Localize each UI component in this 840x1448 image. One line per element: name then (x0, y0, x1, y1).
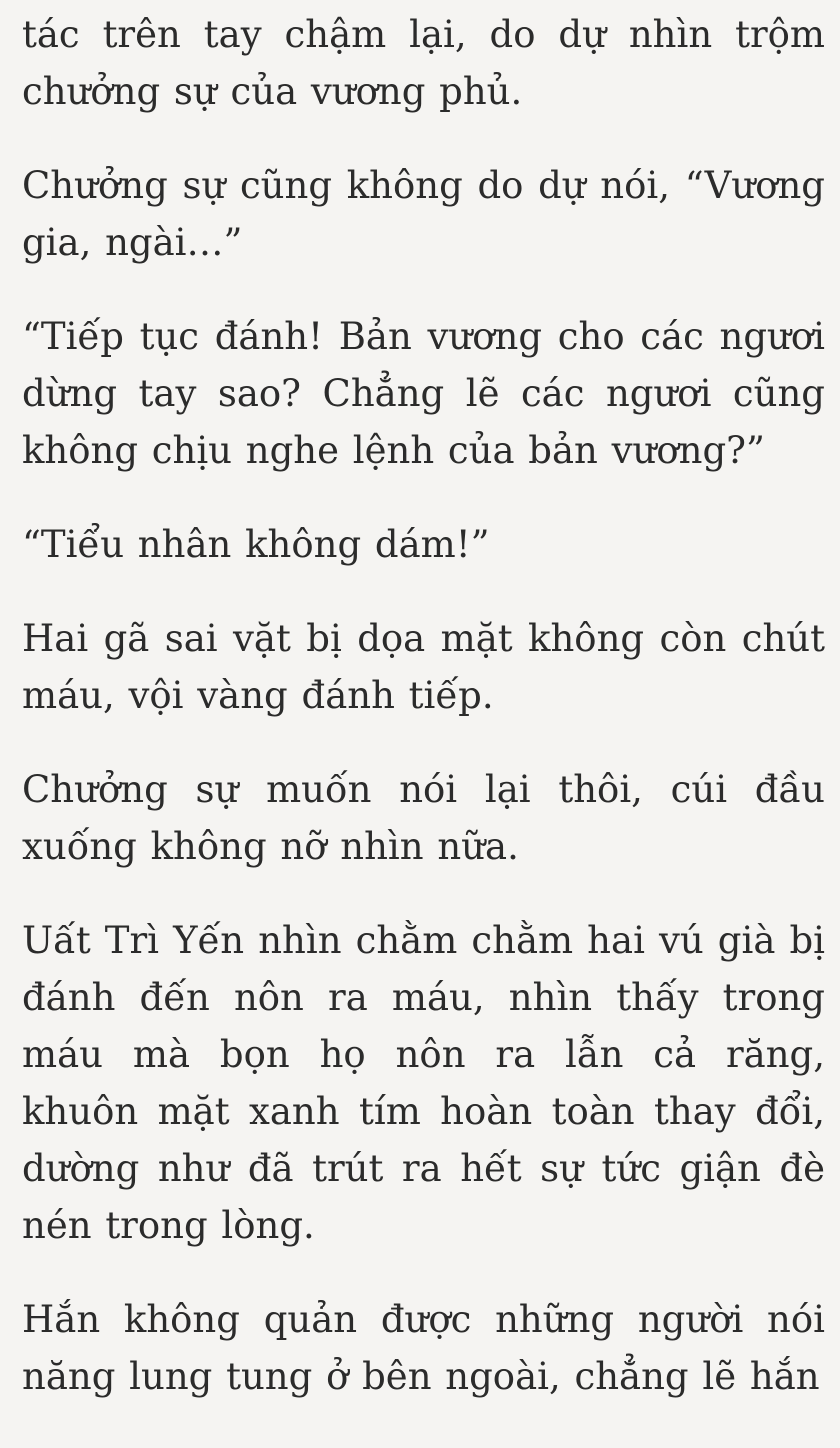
paragraph: Uất Trì Yến nhìn chằm chằm hai vú già bị đánh đến nôn ra máu, nhìn thấy trong máu mà bọn họ nôn ra lẫn cả răng, khuôn mặt xanh tím hoàn toàn thay đổi, dường như đã trút ra hết sự tức giận đè nén trong lòng. (22, 919, 825, 1247)
paragraph: tác trên tay chậm lại, do dự nhìn trộm chưởng sự của vương phủ. (22, 13, 825, 113)
paragraph: “Tiếp tục đánh! Bản vương cho các ngươi dừng tay sao? Chẳng lẽ các ngươi cũng không chịu nghe lệnh của bản vương?” (22, 315, 825, 472)
paragraph: Chưởng sự cũng không do dự nói, “Vương gia, ngài…” (22, 164, 825, 264)
paragraph: Hắn không quản được những người nói năng lung tung ở bên ngoài, chẳng lẽ hắn (22, 1298, 825, 1398)
paragraph: Hai gã sai vặt bị dọa mặt không còn chút máu, vội vàng đánh tiếp. (22, 617, 825, 717)
paragraph: Chưởng sự muốn nói lại thôi, cúi đầu xuống không nỡ nhìn nữa. (22, 768, 825, 868)
paragraph: “Tiểu nhân không dám!” (22, 523, 490, 566)
